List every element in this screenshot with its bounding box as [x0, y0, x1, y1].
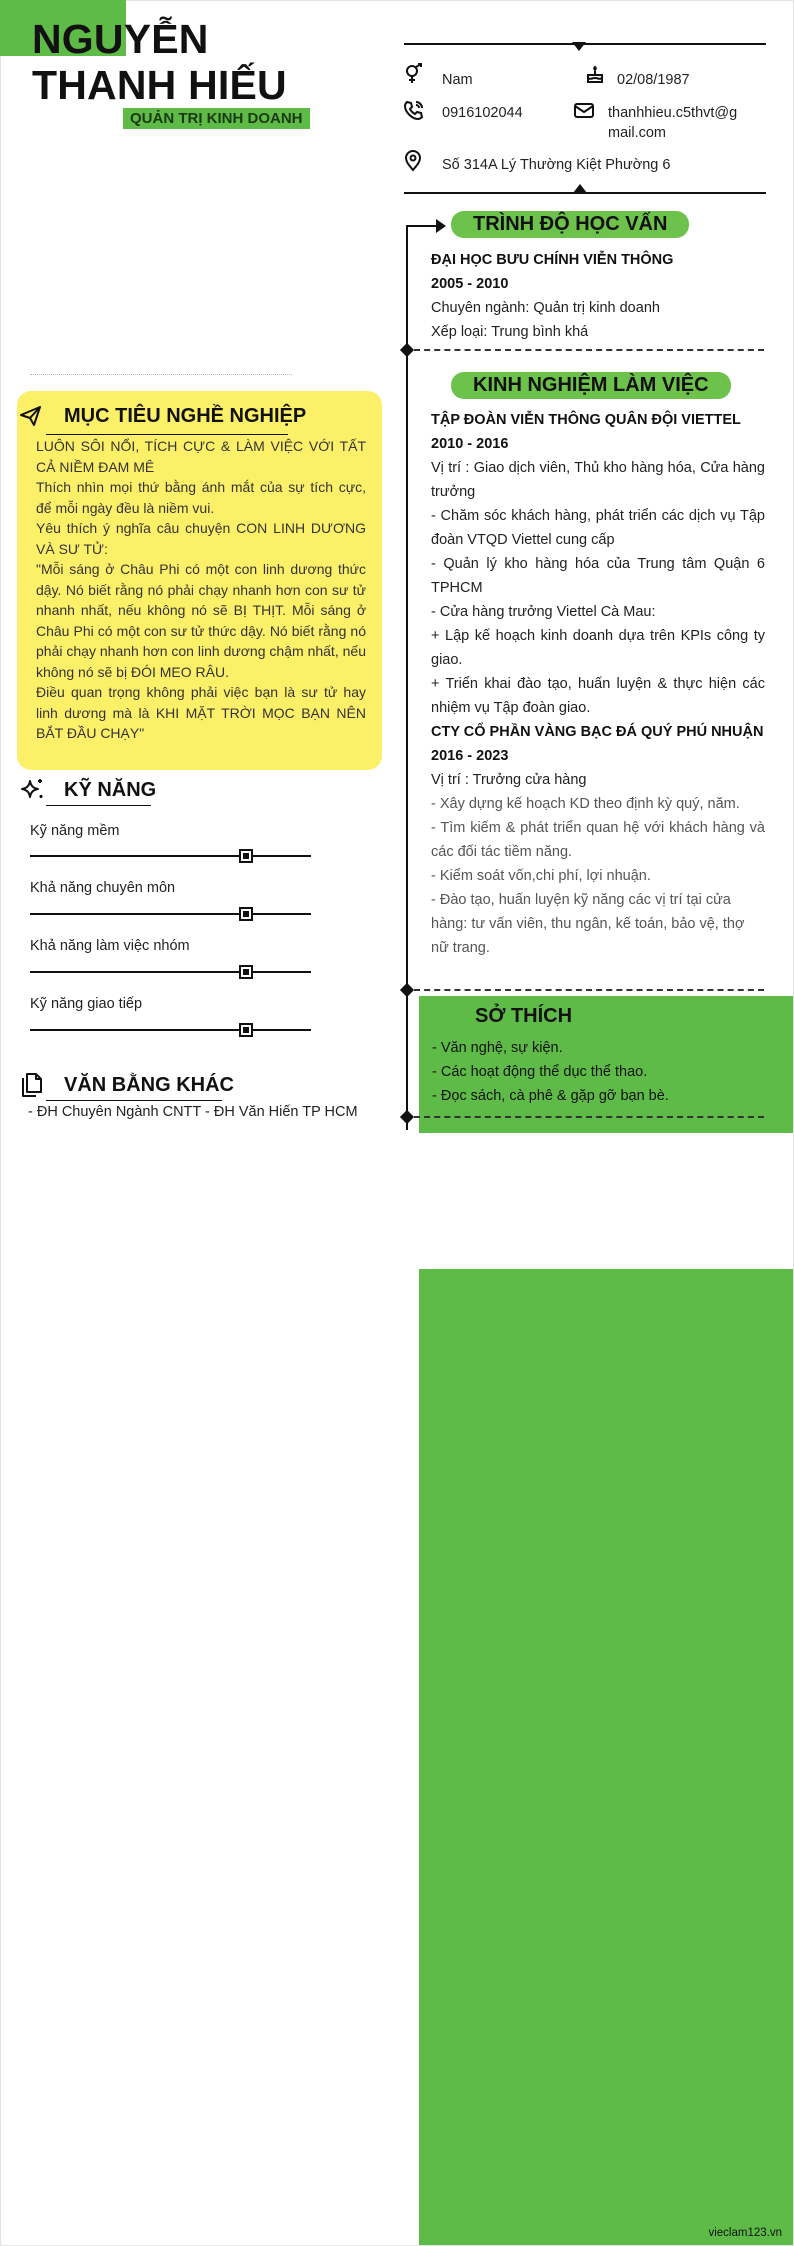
paper-plane-icon [19, 405, 41, 427]
timeline-arrow-stem [406, 225, 438, 227]
objective-title: MỤC TIÊU NGHỀ NGHIỆP [64, 405, 307, 427]
skill-slider-handle[interactable] [239, 907, 253, 921]
objective-paragraph: Điều quan trọng không phải việc bạn là sư tử hay linh dương mà là KHI MẶT TRỜI MỌC BẠN NÊN BẮT ĐẦU CHẠY" [36, 684, 366, 741]
certificates-title-underline [46, 1100, 222, 1101]
job1-years: 2010 - 2016 [431, 436, 509, 452]
skill-bar [30, 913, 311, 915]
objective-headline: LUÔN SÔI NỔI, TÍCH CỰC & LÀM VIỆC VỚI TẤT CẢ NIỀM ĐAM MÊ [36, 438, 366, 475]
skill-label: Kỹ năng giao tiếp [30, 996, 143, 1012]
sparkle-icon [19, 777, 41, 799]
faint-divider [30, 374, 292, 375]
skills-title: KỸ NĂNG [64, 779, 157, 801]
job1-line: - Quản lý kho hàng hóa của Trung tâm Quận 6 TPHCM [431, 556, 765, 596]
email-line-1: thanhhieu.c5thvt@g [608, 105, 738, 121]
certificates-title: VĂN BẰNG KHÁC [64, 1074, 234, 1096]
hobby-item: - Các hoạt động thể dục thể thao. [432, 1064, 648, 1080]
hobby-item: - Đọc sách, cà phê & gặp gỡ bạn bè. [432, 1088, 669, 1104]
job2-years: 2016 - 2023 [431, 748, 509, 764]
job2-line: Vị trí : Trưởng cửa hàng [431, 772, 587, 788]
job2-line: - Kiểm soát vốn,chi phí, lợi nhuận. [431, 868, 651, 884]
email-value[interactable] [608, 103, 737, 143]
objective-text [36, 436, 366, 744]
job-title: QUẢN TRỊ KINH DOANH [123, 108, 310, 129]
email-icon [573, 99, 595, 121]
decorative-green-panel [419, 1269, 793, 2245]
job2-line: - Đào tạo, huấn luyện kỹ năng các vị trí tại cửa hàng: tư vấn viên, thu ngân, kế toán, bảo vệ, thợ nữ trang. [431, 892, 745, 956]
section-divider [414, 1116, 764, 1118]
phone-icon [403, 99, 425, 121]
education-years: 2005 - 2010 [431, 276, 509, 292]
hobby-item: - Văn nghệ, sự kiện. [432, 1040, 563, 1056]
job2-company: CTY CỔ PHẦN VÀNG BẠC ĐÁ QUÝ PHÚ NHUẬN [431, 724, 764, 740]
email-line-2: mail.com [608, 125, 667, 141]
education-grade: Xếp loại: Trung bình khá [431, 324, 589, 340]
name-line-2: THANH HIẾU [32, 62, 287, 108]
education-title: TRÌNH ĐỘ HỌC VẤN [451, 211, 689, 238]
job1-line: + Triển khai đào tạo, huấn luyện & thực hiện các nhiệm vụ Tập đoàn giao. [431, 676, 765, 716]
experience-section [431, 408, 765, 960]
job1-line: - Cửa hàng trưởng Viettel Cà Mau: [431, 604, 656, 620]
skill-bar [30, 1029, 311, 1031]
timeline-arrow-head [436, 219, 446, 233]
objective-title-underline [46, 434, 288, 435]
contact-bottom-marker [573, 184, 587, 193]
skill-slider-handle[interactable] [239, 1023, 253, 1037]
education-school: ĐẠI HỌC BƯU CHÍNH VIỄN THÔNG [431, 252, 674, 268]
job2-line: - Xây dựng kế hoạch KD theo định kỳ quý, năm. [431, 796, 740, 812]
skill-label: Khả năng làm việc nhóm [30, 938, 190, 954]
skill-slider-handle[interactable] [239, 965, 253, 979]
birthday-cake-icon [584, 63, 606, 85]
birthday-value: 02/08/1987 [617, 72, 690, 88]
location-pin-icon [402, 150, 424, 172]
skill-label: Kỹ năng mềm [30, 823, 120, 839]
section-divider [414, 989, 764, 991]
objective-paragraph: Yêu thích ý nghĩa câu chuyện CON LINH DƯƠNG VÀ SƯ TỬ: [36, 520, 366, 557]
footer-site[interactable]: vieclam123.vn [708, 2227, 782, 2239]
skill-bar [30, 971, 311, 973]
objective-paragraph: "Mỗi sáng ở Châu Phi có một con linh dương thức dậy. Nó biết rằng nó phải chạy nhanh hơn con sư tử nhanh nhất, nếu không nó sẽ BỊ THỊT. Mỗi sáng ở Châu Phi có một con sư tử thức dậy. Nó biết rằng nó phải chạy nhanh hơn con linh dương chậm nhất, nếu không nó sẽ bị ĐÓI MEO RÂU. [36, 561, 366, 680]
job1-line: Vị trí : Giao dịch viên, Thủ kho hàng hóa, Cửa hàng trưởng [431, 460, 765, 500]
job1-company: TẬP ĐOÀN VIỄN THÔNG QUÂN ĐỘI VIETTEL [431, 412, 741, 428]
name-line-1: NGUYỄN [32, 16, 209, 62]
contact-top-marker [572, 42, 586, 51]
skill-bar [30, 855, 311, 857]
job1-line: - Chăm sóc khách hàng, phát triển các dịch vụ Tập đoàn VTQD Viettel cung cấp [431, 508, 765, 548]
skills-title-underline [46, 805, 151, 806]
certificate-item: - ĐH Chuyên Ngành CNTT - ĐH Văn Hiến TP HCM [28, 1104, 358, 1120]
skill-label: Khả năng chuyên môn [30, 880, 176, 896]
address-value: Số 314A Lý Thường Kiệt Phường 6 [442, 157, 671, 173]
job2-line: - Tìm kiếm & phát triển quan hệ với khách hàng và các đối tác tiềm năng. [431, 820, 765, 860]
phone-value[interactable]: 0916102044 [442, 105, 523, 121]
section-divider [414, 349, 764, 351]
documents-icon [20, 1072, 42, 1094]
education-section [431, 248, 765, 344]
experience-title: KINH NGHIỆM LÀM VIỆC [451, 372, 731, 399]
education-major: Chuyên ngành: Quản trị kinh doanh [431, 300, 660, 316]
hobbies-title: SỞ THÍCH [475, 1005, 573, 1027]
candidate-name [32, 16, 287, 108]
job1-line: + Lập kế hoạch kinh doanh dựa trên KPIs công ty giao. [431, 628, 765, 668]
skill-slider-handle[interactable] [239, 849, 253, 863]
objective-paragraph: Thích nhìn mọi thứ bằng ánh mắt của sự tích cực, để mỗi ngày đều là niềm vui. [36, 479, 366, 516]
hobbies-list [432, 1036, 762, 1108]
gender-value: Nam [442, 72, 473, 88]
gender-icon [403, 63, 425, 85]
